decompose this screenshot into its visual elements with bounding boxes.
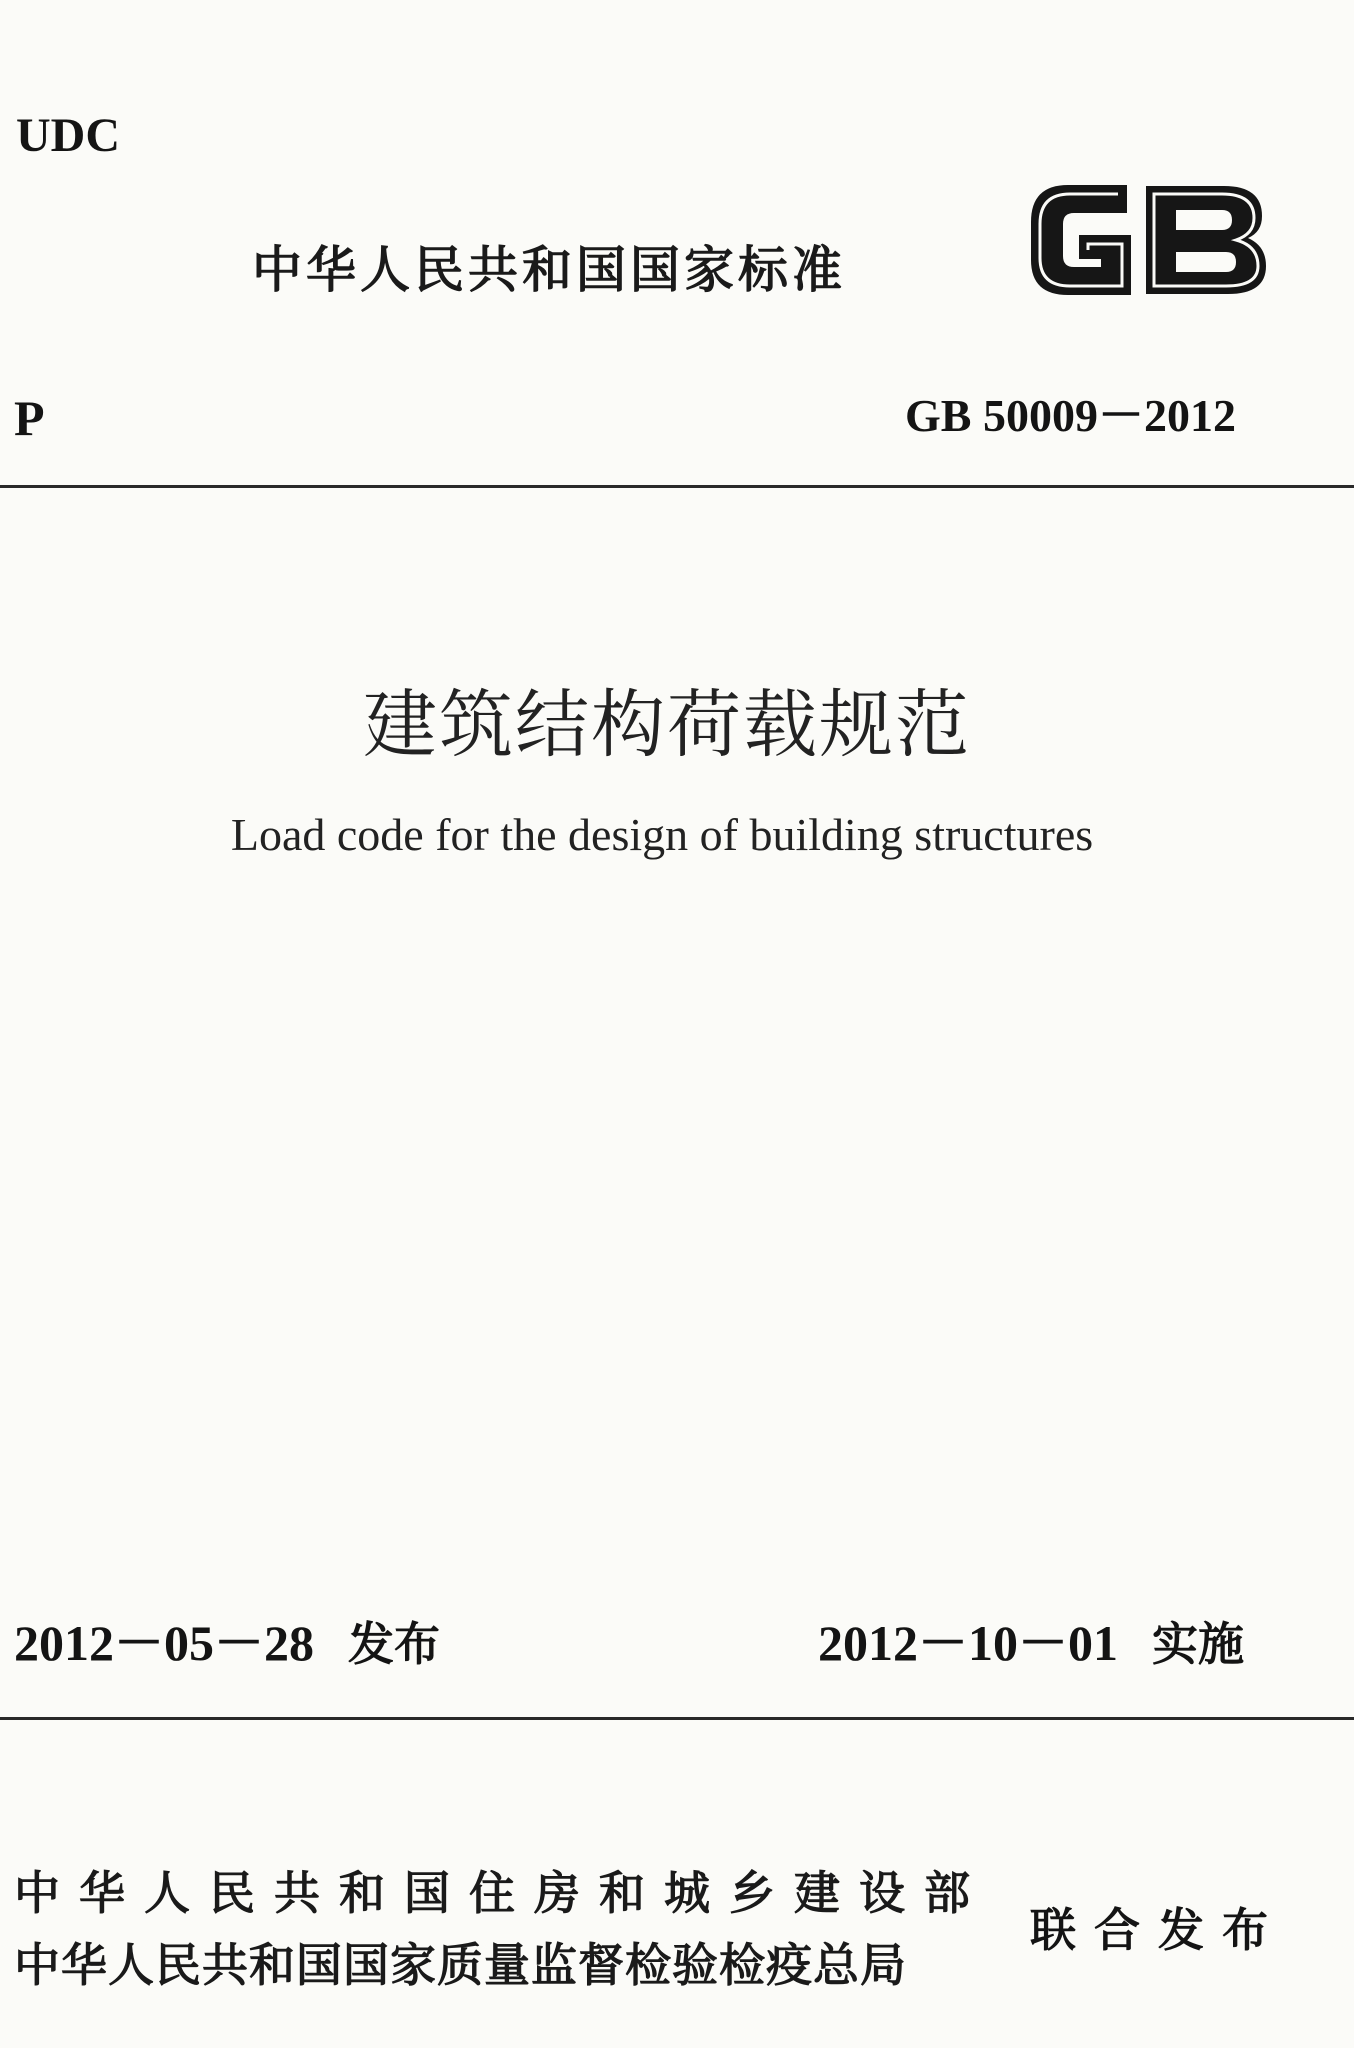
- title-chinese: 建筑结构荷载规范: [363, 682, 971, 768]
- category-code: P: [14, 390, 45, 446]
- implement-date-block: [818, 1615, 1244, 1671]
- gb-logo: [1018, 172, 1274, 306]
- standard-code: GB 50009－2012: [905, 390, 1236, 441]
- bottom-divider: [0, 1717, 1354, 1720]
- implement-label: 实施: [1152, 1617, 1244, 1671]
- implement-date: 2012－10－01: [818, 1615, 1118, 1671]
- issuer-aqsiq: 中华人民共和国国家质量监督检验检疫总局: [14, 1938, 907, 1992]
- top-divider: [0, 485, 1354, 488]
- udc-label: UDC: [16, 109, 120, 162]
- joint-issue-label: 联合发布: [1030, 1903, 1286, 1957]
- issuer-ministry: 中华人民共和国住房和城乡建设部: [14, 1866, 989, 1920]
- issue-label: 发布: [348, 1617, 440, 1671]
- issue-date: 2012－05－28: [14, 1615, 314, 1671]
- title-english: Load code for the design of building structures: [230, 809, 1094, 860]
- issue-date-block: [14, 1615, 440, 1671]
- standard-type: 中华人民共和国国家标准: [252, 241, 846, 299]
